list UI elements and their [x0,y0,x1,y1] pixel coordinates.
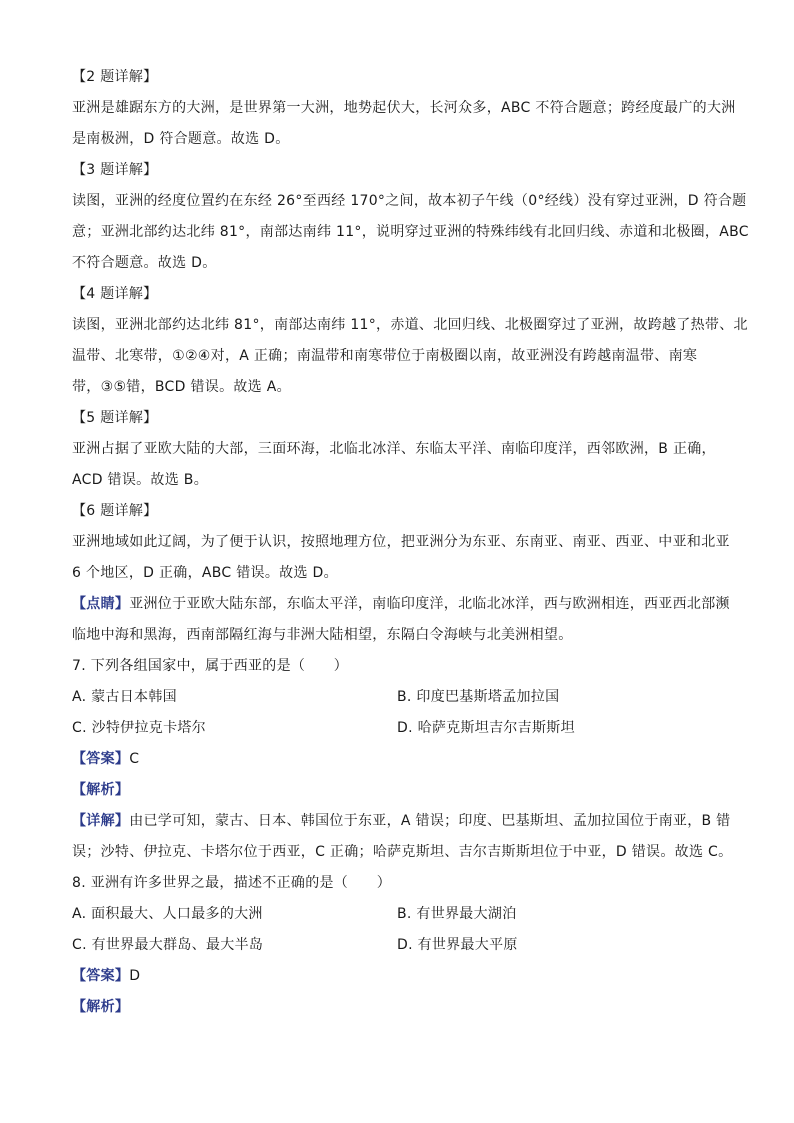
q8-options-row-2 [72,930,722,961]
q4-line-2: 温带、北寒带，①②④对，A 正确；南温带和南寒带位于南极圈以南，故亚洲没有跨越南温带、南寒 [72,348,698,364]
q2-heading: 【2 题详解】 [72,69,158,85]
q7-detail-tag: 【详解】 [72,813,130,829]
q3-heading: 【3 题详解】 [72,162,158,178]
q7-detail-text-1: 由已学可知，蒙古、日本、韩国位于东亚，A 错误；印度、巴基斯坦、孟加拉国位于南亚，B 错 [129,813,731,829]
q6-line-1: 亚洲地域如此辽阔，为了便于认识，按照地理方位，把亚洲分为东亚、东南亚、南亚、西亚、中亚和北亚 [72,534,730,550]
q7-options-row-1 [72,682,722,713]
highlight-text-1: 亚洲位于亚欧大陆东部，东临太平洋，南临印度洋，北临北冰洋，西与欧洲相连，西亚西北部濒 [129,596,730,612]
q8-answer-value: D [129,968,141,984]
highlight-line-1 [72,589,730,620]
q8-option-d: D. 有世界最大平原 [397,937,518,953]
q8-options-row-1 [72,899,722,930]
highlight-line-2: 临地中海和黑海，西南部隔红海与非洲大陆相望，东隔白令海峡与北美洲相望。 [72,627,573,643]
q4-heading: 【4 题详解】 [72,286,158,302]
q2-line-2: 是南极洲，D 符合题意。故选 D。 [72,131,290,147]
q7-detail-line-1 [72,806,731,837]
q5-heading: 【5 题详解】 [72,410,158,426]
q5-line-1: 亚洲占据了亚欧大陆的大部，三面环海，北临北冰洋、东临太平洋、南临印度洋，西邻欧洲，B 正确， [72,441,716,457]
highlight-tag: 【点睛】 [72,596,130,612]
q7-detail-line-2: 误；沙特、伊拉克、卡塔尔位于西亚，C 正确；哈萨克斯坦、吉尔吉斯斯坦位于中亚，D 错误。故选 C。 [72,844,733,860]
q7-option-d: D. 哈萨克斯坦吉尔吉斯斯坦 [397,720,575,736]
q8-option-c: C. 有世界最大群岛、最大半岛 [72,937,264,953]
q7-answer-value: C [129,751,140,767]
q3-line-2: 意；亚洲北部约达北纬 81°，南部达南纬 11°，说明穿过亚洲的特殊纬线有北回归线、赤道和北极圈，ABC [72,224,749,240]
q7-answer-tag: 【答案】 [72,751,130,767]
q8-analysis-row [72,992,722,1023]
q8-analysis-tag: 【解析】 [72,999,130,1015]
q7-analysis-row [72,775,722,806]
q4-line-3: 带，③⑤错，BCD 错误。故选 A。 [72,379,291,395]
q6-line-2: 6 个地区，D 正确，ABC 错误。故选 D。 [72,565,338,581]
q8-option-b: B. 有世界最大湖泊 [397,906,517,922]
document-page [72,62,749,1023]
q7-options-row-2 [72,713,722,744]
q7-stem: 7. 下列各组国家中，属于西亚的是（ ） [72,658,349,674]
q7-answer-row [72,744,722,775]
q5-line-2: ACD 错误。故选 B。 [72,472,208,488]
q3-line-3: 不符合题意。故选 D。 [72,255,217,271]
q7-analysis-tag: 【解析】 [72,782,130,798]
q7-option-b: B. 印度巴基斯塔孟加拉国 [397,689,560,705]
q7-option-c: C. 沙特伊拉克卡塔尔 [72,720,206,736]
q8-answer-tag: 【答案】 [72,968,130,984]
q3-line-1: 读图，亚洲的经度位置约在东经 26°至西经 170°之间，故本初子午线（0°经线）没有穿过亚洲，D 符合题 [72,193,747,209]
q7-option-a: A. 蒙古日本韩国 [72,689,177,705]
q8-option-a: A. 面积最大、人口最多的大洲 [72,906,263,922]
q8-answer-row [72,961,722,992]
q4-line-1: 读图，亚洲北部约达北纬 81°，南部达南纬 11°，赤道、北回归线、北极圈穿过了亚洲，故跨越了热带、北 [72,317,748,333]
q8-stem: 8. 亚洲有许多世界之最，描述不正确的是（ ） [72,875,392,891]
q6-heading: 【6 题详解】 [72,503,158,519]
q2-line-1: 亚洲是雄踞东方的大洲，是世界第一大洲，地势起伏大，长河众多，ABC 不符合题意；跨经度最广的大洲 [72,100,736,116]
